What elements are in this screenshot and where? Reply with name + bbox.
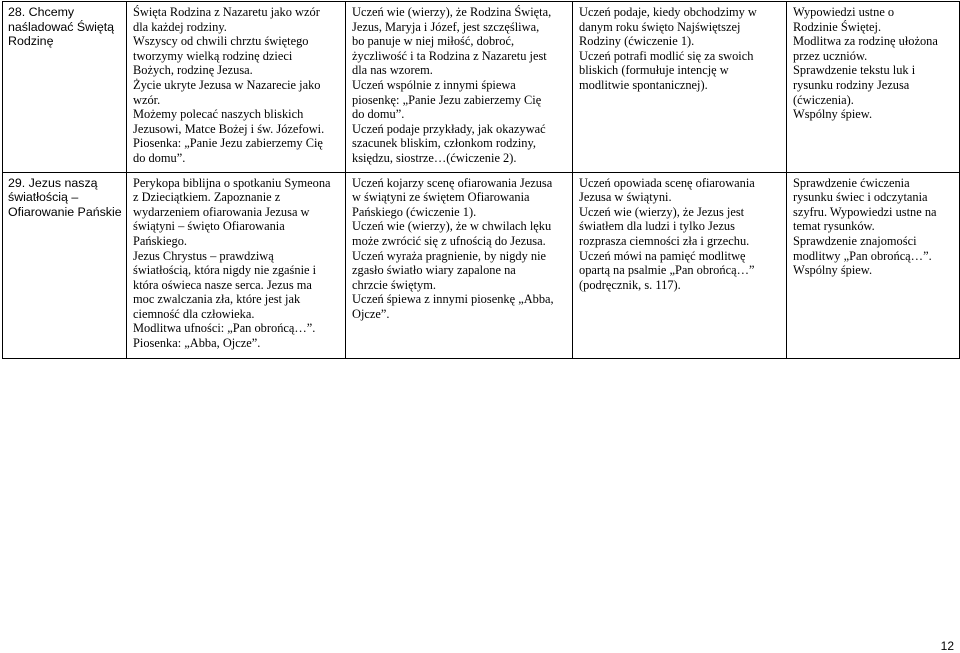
- content-cell: Święta Rodzina z Nazaretu jako wzór dla każdej rodziny. Wszyscy od chwili chrztu świętego tworzymy wielką rodzinę dzieci Bożych, rodzinę Jezusa. Życie ukryte Jezusa w Nazarecie jako wzór. Możemy polecać naszych bliskich Jezusowi, Matce Bożej i św. Józefowi. Piosenka: „Panie Jezu zabierzemy Cię do domu”.: [127, 2, 346, 173]
- assessment-cell: Wypowiedzi ustne o Rodzinie Świętej. Modlitwa za rodzinę ułożona przez uczniów. Sprawdzenie tekstu luk i rysunku rodziny Jezusa (ćwiczenia). Wspólny śpiew.: [787, 2, 960, 173]
- basic-requirements-cell: Uczeń wie (wierzy), że Rodzina Święta, Jezus, Maryja i Józef, jest szczęśliwa, bo panuje w niej miłość, dobroć, życzliwość i ta Rodzina z Nazaretu jest dla nas wzorem. Uczeń wspólnie z innymi śpiewa piosenkę: „Panie Jezu zabierzemy Cię do domu”. Uczeń podaje przykłady, jak okazywać szacunek bliskim, członkom rodziny, księdzu, siostrze…(ćwiczenie 2).: [346, 2, 573, 173]
- page-number: 12: [940, 639, 954, 653]
- topic-cell: 28. Chcemy naśladować Świętą Rodzinę: [3, 2, 127, 173]
- table-row: [3, 172, 960, 358]
- basic-requirements-cell: Uczeń kojarzy scenę ofiarowania Jezusa w świątyni ze świętem Ofiarowania Pańskiego (ćwiczenie 1). Uczeń wie (wierzy), że w chwilach lęku może zwrócić się z ufnością do Jezusa. Uczeń wyraża pragnienie, by nigdy nie zgasło światło wiary zapalone na chrzcie świętym. Uczeń śpiewa z innymi piosenkę „Abba, Ojcze”.: [346, 172, 573, 358]
- extended-requirements-cell: Uczeń opowiada scenę ofiarowania Jezusa w świątyni. Uczeń wie (wierzy), że Jezus jest światłem dla ludzi i tylko Jezus rozprasza ciemności zła i grzechu. Uczeń mówi na pamięć modlitwę opartą na psalmie „Pan obrońcą…” (podręcznik, s. 117).: [573, 172, 787, 358]
- table-row: [3, 2, 960, 173]
- topic-cell: 29. Jezus naszą światłością – Ofiarowanie Pańskie: [3, 172, 127, 358]
- content-cell: Perykopa biblijna o spotkaniu Symeona z Dzieciątkiem. Zapoznanie z wydarzeniem ofiarowania Jezusa w świątyni – święto Ofiarowania Pańskiego. Jezus Chrystus – prawdziwą światłością, która nigdy nie zgaśnie i która oświeca nasze serca. Jezus ma moc zwalczania zła, które jest jak ciemność dla człowieka. Modlitwa ufności: „Pan obrońcą…”. Piosenka: „Abba, Ojcze”.: [127, 172, 346, 358]
- assessment-cell: Sprawdzenie ćwiczenia rysunku świec i odczytania szyfru. Wypowiedzi ustne na temat rysunków. Sprawdzenie znajomości modlitwy „Pan obrońcą…”. Wspólny śpiew.: [787, 172, 960, 358]
- curriculum-table: [2, 1, 960, 359]
- extended-requirements-cell: Uczeń podaje, kiedy obchodzimy w danym roku święto Najświętszej Rodziny (ćwiczenie 1). Uczeń potrafi modlić się za swoich bliskich (formułuje intencję w modlitwie spontanicznej).: [573, 2, 787, 173]
